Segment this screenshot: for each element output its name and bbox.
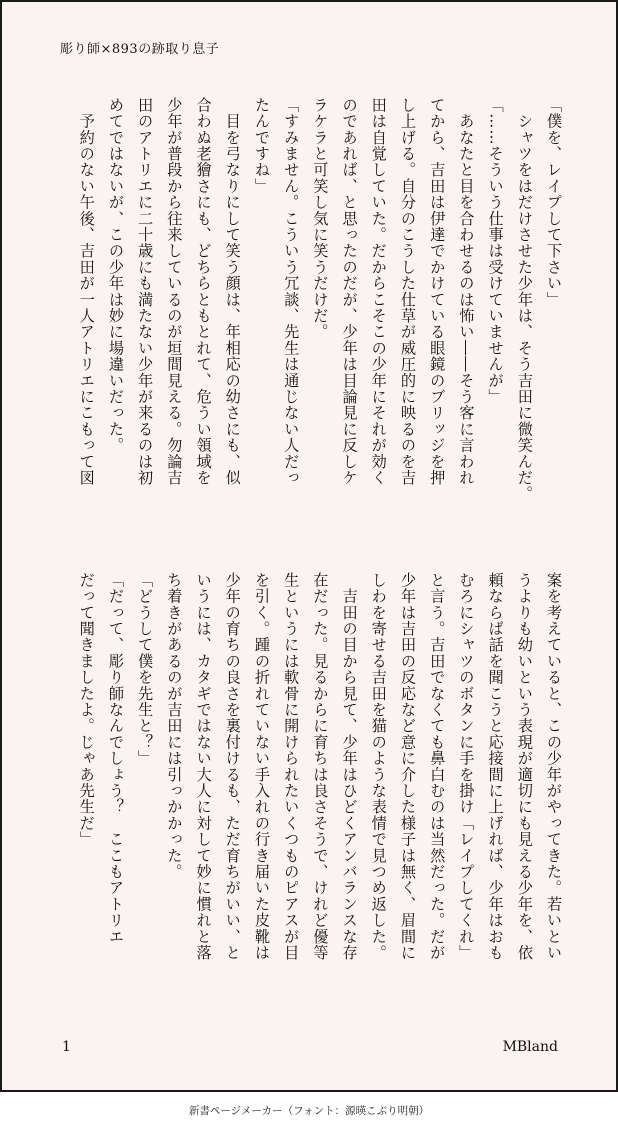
text-line: ラケラと可笑し気に笑うだけだ。 [311,97,330,340]
text-line: 少年の育ちの良さを裏付けるも、ただ育ちがいい、と [223,572,242,961]
text-line: 予約のない午後、吉田が一人アトリエにこもって図 [77,97,96,486]
text-line: 「すみません。こういう冗談、先生は通じない人だっ [282,97,301,486]
text-line: たんですね」 [252,97,271,195]
text-line: 「……そういう仕事は受けていませんが」 [486,97,505,405]
generator-credit: 新書ページメーカー（フォント：源暎こぶり明朝） [188,1105,430,1117]
text-line: うよりも幼いという表現が適切にも見える少年を、依 [515,572,534,961]
text-line: てから、吉田は伊達でかけている眼鏡のブリッジを押 [428,97,447,486]
text-line: めてではないが、この少年は妙に場違いだった。 [106,97,125,454]
text-line: 生というには軟骨に開けられたいくつものピアスが目 [282,572,301,961]
text-line: 田のアトリエに二十歳にも満たない少年が来るのは初 [136,97,155,486]
text-line: むろにシャツのボタンに手を掛け「レイプしてくれ」 [457,572,476,961]
text-line: いうには、カタギではない大人に対して妙に慣れと落 [194,572,213,961]
text-line: 「どうして僕を先生と？」 [136,572,155,767]
text-block-top [72,97,568,549]
text-line: しわを寄せる吉田を猫のような表情で見つめ返した。 [369,572,388,961]
text-line: 合わぬ老獪さにも、どちらともとれて、危うい領域を [194,97,213,486]
text-line: ち着きがあるのが吉田には引っかかった。 [165,572,184,880]
text-line: 目を弓なりにして笑う顔は、年相応の幼さにも、似 [223,97,242,486]
author-name: MBland [502,1039,558,1055]
text-line: 少年は吉田の反応など意に介した様子は無く、眉間に [398,572,417,961]
text-line: 頼ならば話を聞こうと応接間に上げれば、少年はおも [486,572,505,961]
book-title: 彫り師×893の跡取り息子 [60,42,220,57]
text-line: あなたと目を合わせるのは怖い――そう客に言われ [457,97,476,486]
text-line: だって聞きましたよ。じゃあ先生だ」 [77,572,96,848]
text-line: 「僕を、レイプして下さい」 [545,97,563,308]
text-line: シャツをはだけさせた少年は、そう吉田に微笑んだ。 [515,97,534,502]
text-line: を引く。踵の折れていない手入れの行き届いた皮靴は [252,572,271,961]
text-line: 少年が普段から往来しているのが垣間見える。勿論吉 [165,97,184,486]
text-line: 在だった。見るからに育ちは良さそうで、けれど優等 [311,572,330,961]
text-line: のであれば、と思ったのだが、少年は目論見に反しケ [340,97,359,486]
text-line: 案を考えていると、この少年がやってきた。若いとい [545,572,563,961]
text-line: し上げる。自分のこうした仕草が威圧的に映るのを吉 [398,97,417,486]
page-number: 1 [62,1039,71,1055]
text-block-bottom [72,572,568,1024]
text-line: 吉田の目から見て、少年はひどくアンバランスな存 [340,572,359,961]
text-line: 田は自覚していた。だからこそこの少年にそれが効く [369,97,388,486]
text-line: と言う。吉田でなくても鼻白むのは当然だった。だが [428,572,447,961]
text-line: 「だって、彫り師なんでしょう？ ここもアトリエ [106,572,125,945]
